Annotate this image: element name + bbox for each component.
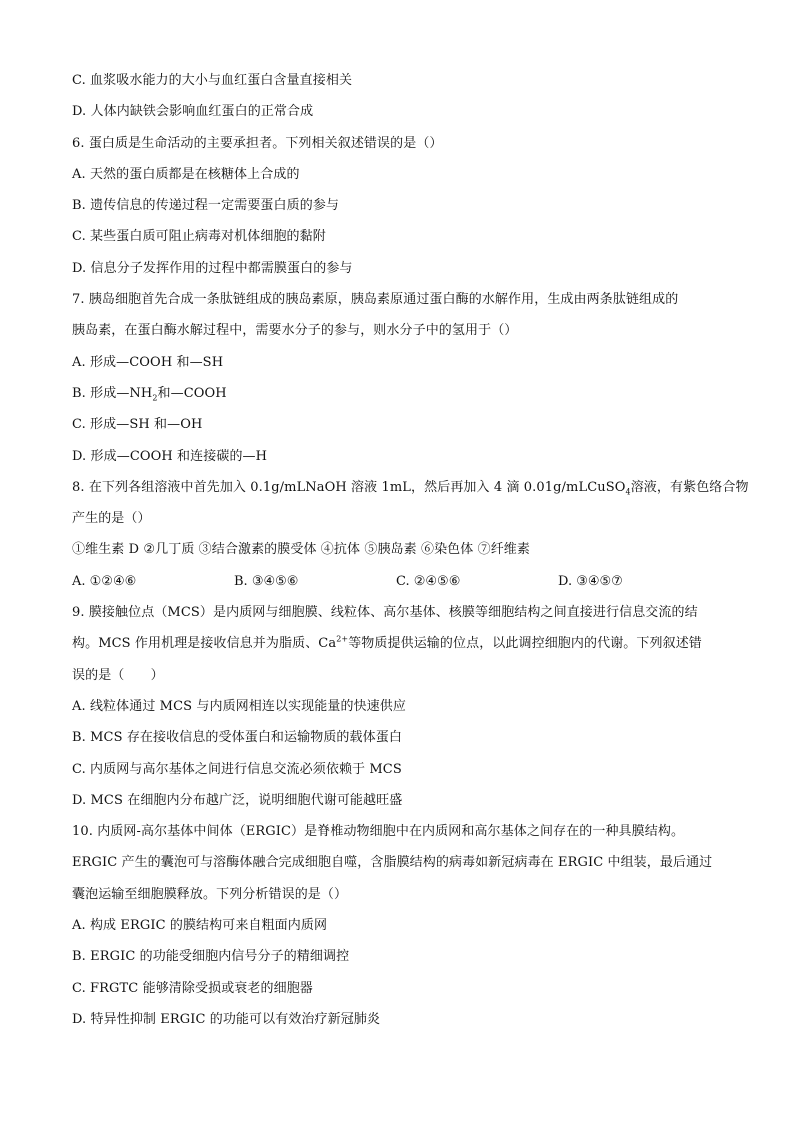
q10-stem-line2: ERGIC 产生的囊泡可与溶酶体融合完成细胞自噬，含脂膜结构的病毒如新冠病毒在 ERGIC 中组装，最后通过 xyxy=(72,855,713,871)
q8-options xyxy=(72,566,724,597)
q8-option-c: C. ②④⑤⑥ xyxy=(396,573,461,589)
q9-option-a: A. 线粒体通过 MCS 与内质网相连以实现能量的快速供应 xyxy=(72,698,406,714)
q9-stem-line3: 误的是（ ） xyxy=(72,667,164,683)
q7-option-d: D. 形成—COOH 和连接碳的—H xyxy=(72,448,268,464)
q9-stem-head: 构。MCS 作用机理是接收信息并为脂质、Ca xyxy=(72,636,337,652)
q8-stem-head: 8. 在下列各组溶液中首先加入 0.1g/mLNaOH 溶液 1mL，然后再加入 4 滴 0.01g/mLCuSO xyxy=(72,479,626,495)
q9-option-b: B. MCS 存在接收信息的受体蛋白和运输物质的载体蛋白 xyxy=(72,730,402,746)
q7-option-c: C. 形成—SH 和—OH xyxy=(72,417,203,433)
q7-option-b xyxy=(72,378,724,409)
q6-option-c: C. 某些蛋白质可阻止病毒对机体细胞的黏附 xyxy=(72,229,326,245)
q10-stem-line1: 10. 内质网-高尔基体中间体（ERGIC）是脊椎动物细胞中在内质网和高尔基体之间存在的一种具膜结构。 xyxy=(72,824,685,840)
q9-option-d: D. MCS 在细胞内分布越广泛，说明细胞代谢可能越旺盛 xyxy=(72,792,403,808)
q8-items: ①维生素 D ②几丁质 ③结合激素的膜受体 ④抗体 ⑤胰岛素 ⑥染色体 ⑦纤维素 xyxy=(72,542,531,558)
q8-stem-tail: 溶液，有紫色络合物 xyxy=(630,479,749,495)
q6-option-b: B. 遗传信息的传递过程一定需要蛋白质的参与 xyxy=(72,198,340,214)
q10-option-d: D. 特异性抑制 ERGIC 的功能可以有效治疗新冠肺炎 xyxy=(72,1011,381,1027)
q7-option-b-head: B. 形成—NH xyxy=(72,385,153,401)
q8-option-a: A. ①②④⑥ xyxy=(72,573,137,589)
q8-option-d: D. ③④⑤⑦ xyxy=(558,573,623,589)
q10-option-a: A. 构成 ERGIC 的膜结构可来自粗面内质网 xyxy=(72,918,328,934)
q9-stem-line1: 9. 膜接触位点（MCS）是内质网与细胞膜、线粒体、高尔基体、核膜等细胞结构之间直接进行信息交流的结 xyxy=(72,605,698,621)
q9-stem-superscript: 2+ xyxy=(336,635,349,645)
q10-option-c: C. FRGTC 能够清除受损或衰老的细胞器 xyxy=(72,980,313,996)
q10-stem-line3: 囊泡运输至细胞膜释放。下列分析错误的是（） xyxy=(72,886,348,902)
q8-stem-subscript: 4 xyxy=(625,487,631,497)
q6-stem: 6. 蛋白质是生命活动的主要承担者。下列相关叙述错误的是（） xyxy=(72,135,443,151)
q5-option-d: D. 人体内缺铁会影响血红蛋白的正常合成 xyxy=(72,104,314,120)
q9-stem-line2 xyxy=(72,628,724,659)
q7-option-a: A. 形成—COOH 和—SH xyxy=(72,354,224,370)
q7-option-b-tail: 和—COOH xyxy=(157,385,227,401)
q8-option-b: B. ③④⑤⑥ xyxy=(234,573,299,589)
q9-option-c: C. 内质网与高尔基体之间进行信息交流必须依赖于 MCS xyxy=(72,761,402,777)
q7-option-b-subscript: 2 xyxy=(152,393,158,403)
q8-stem-line2: 产生的是（） xyxy=(72,511,151,527)
q5-option-c: C. 血浆吸水能力的大小与血红蛋白含量直接相关 xyxy=(72,73,353,88)
q6-option-a: A. 天然的蛋白质都是在核糖体上合成的 xyxy=(72,166,300,182)
q10-option-b: B. ERGIC 的功能受细胞内信号分子的精细调控 xyxy=(72,949,350,965)
q7-stem-line1: 7. 胰岛细胞首先合成一条肽链组成的胰岛素原，胰岛素原通过蛋白酶的水解作用，生成由两条肽链组成的 xyxy=(72,292,679,308)
q8-stem-line1 xyxy=(72,472,749,503)
q7-stem-line2: 胰岛素，在蛋白酶水解过程中，需要水分子的参与，则水分子中的氢用于（） xyxy=(72,323,518,339)
q9-stem-tail: 等物质提供运输的位点，以此调控细胞内的代谢。下列叙述错 xyxy=(348,636,702,652)
q6-option-d: D. 信息分子发挥作用的过程中都需膜蛋白的参与 xyxy=(72,260,353,276)
